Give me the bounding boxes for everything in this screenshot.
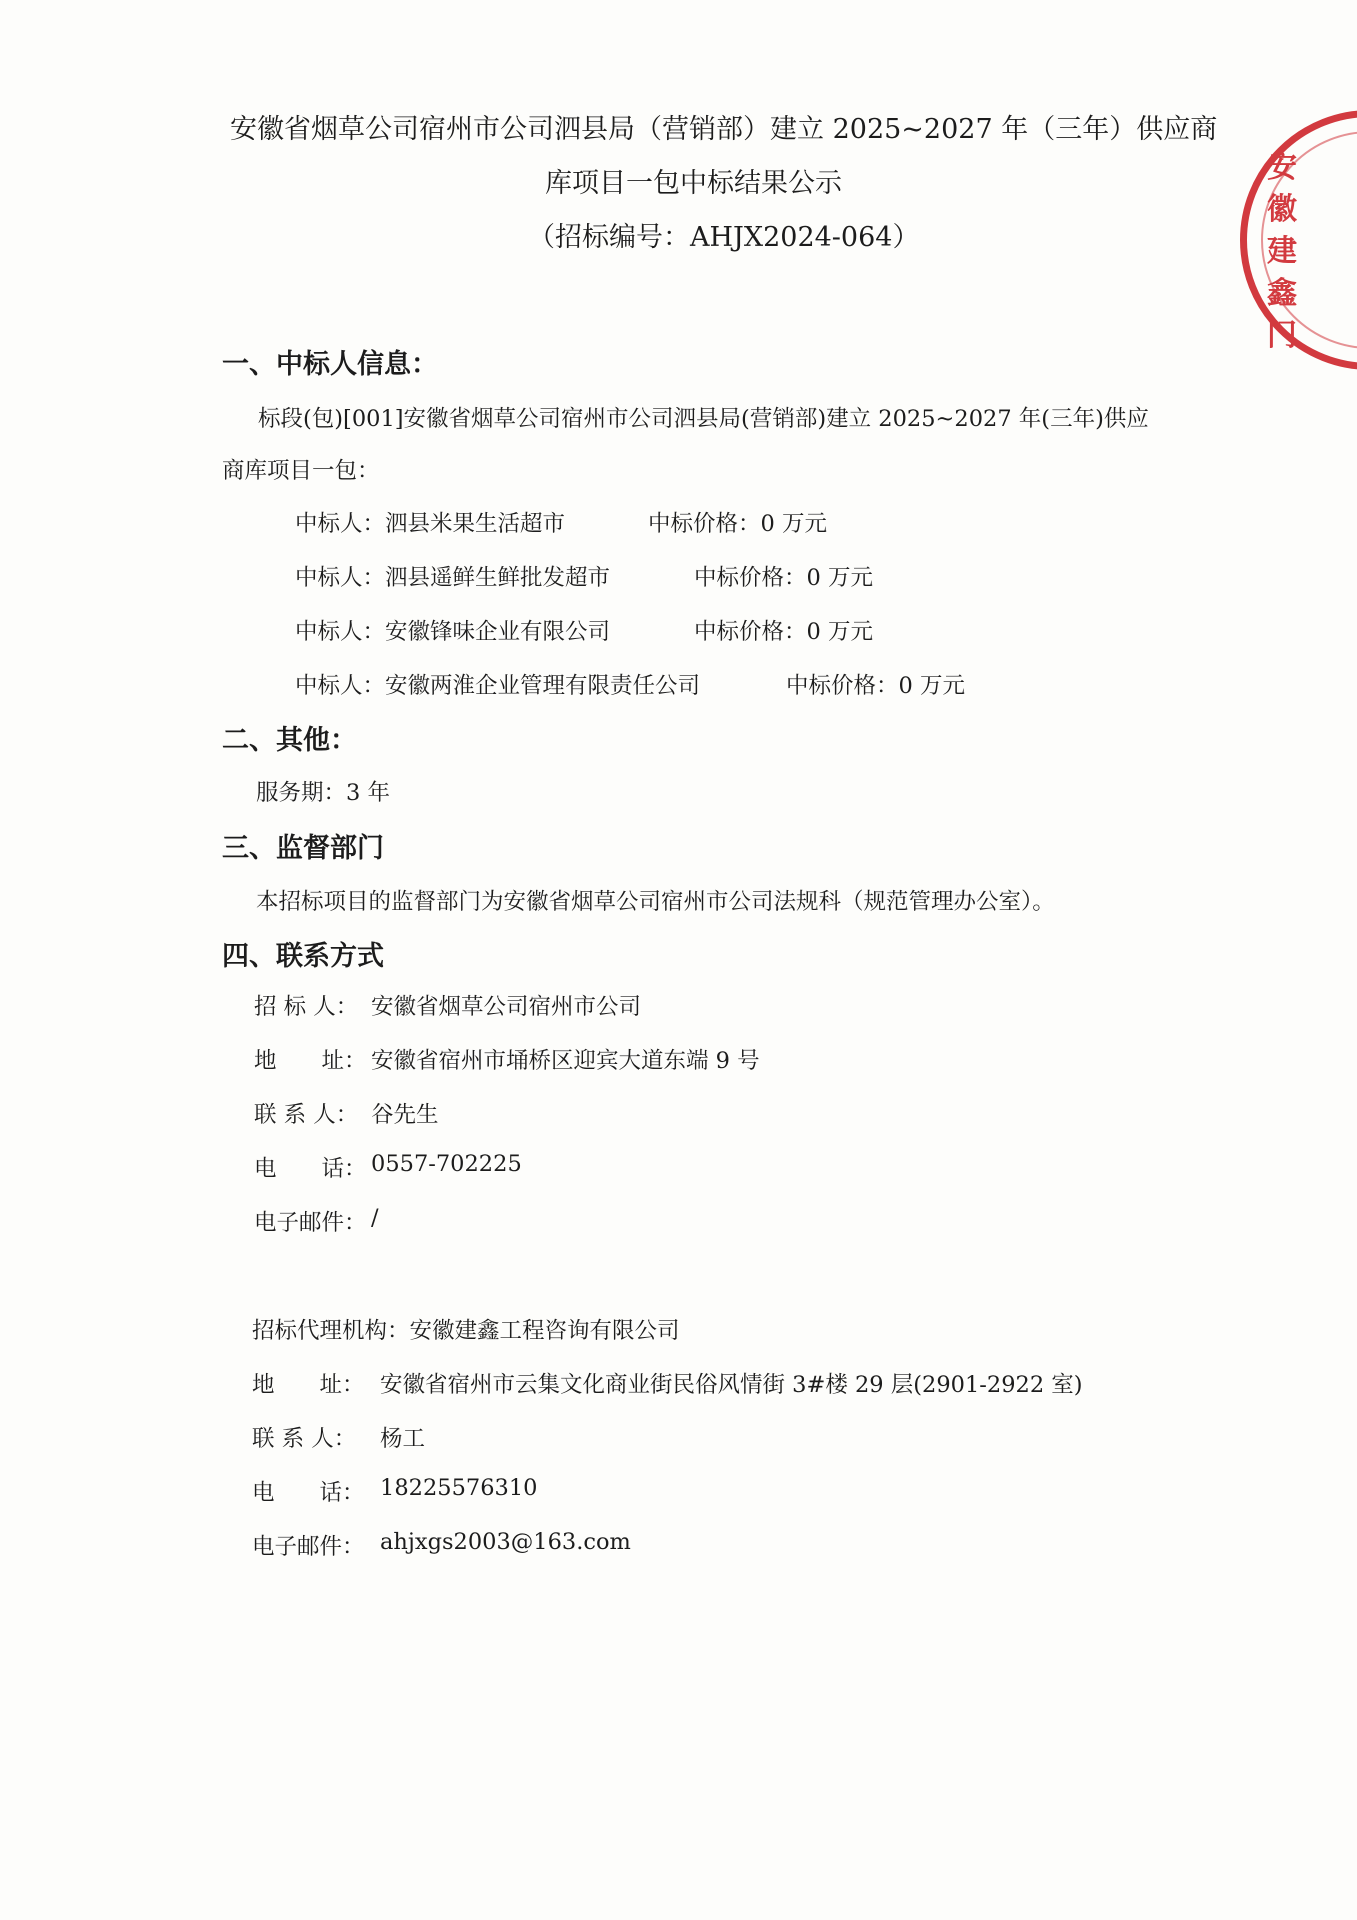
- seal-text: 安徽建鑫门: [1267, 150, 1297, 353]
- service-period: 服务期：3 年: [256, 780, 390, 806]
- contact-label: 地 址：: [254, 1048, 367, 1074]
- contact-label: 电子邮件：: [252, 1534, 365, 1560]
- tenderer-address: 安徽省宿州市埇桥区迎宾大道东端 9 号: [371, 1048, 760, 1074]
- tenderer-email: /: [371, 1205, 379, 1231]
- tenderer-contact-person: 谷先生: [371, 1102, 439, 1128]
- section-heading-contact: 四、联系方式: [222, 941, 384, 972]
- tenderer-phone: 0557-702225: [371, 1151, 522, 1177]
- document-title-line-1: 安徽省烟草公司宿州市公司泗县局（营销部）建立 2025~2027 年（三年）供应商: [230, 114, 1218, 145]
- agency-name: 招标代理机构：安徽建鑫工程咨询有限公司: [252, 1318, 680, 1344]
- agency-phone: 18225576310: [380, 1475, 538, 1501]
- agency-contact-person: 杨工: [380, 1426, 426, 1452]
- winner-price: 中标价格：0 万元: [648, 511, 827, 537]
- tenderer-name: 安徽省烟草公司宿州市公司: [371, 994, 642, 1020]
- lot-description-line-2: 商库项目一包：: [222, 458, 380, 484]
- winner-name: 中标人：泗县米果生活超市: [295, 511, 566, 537]
- contact-label: 地 址：: [252, 1372, 365, 1398]
- contact-label: 联 系 人：: [252, 1426, 357, 1452]
- winner-price: 中标价格：0 万元: [786, 673, 965, 699]
- contact-label: 电子邮件：: [254, 1210, 367, 1236]
- supervision-text: 本招标项目的监督部门为安徽省烟草公司宿州市公司法规科（规范管理办公室）。: [256, 889, 1055, 915]
- contact-label: 电 话：: [254, 1156, 367, 1182]
- section-heading-supervision: 三、监督部门: [222, 833, 384, 864]
- company-seal: [1240, 110, 1357, 370]
- section-heading-winner-info: 一、中标人信息：: [222, 349, 438, 380]
- document-title-line-2: 库项目一包中标结果公示: [545, 168, 842, 199]
- agency-email: ahjxgs2003@163.com: [380, 1529, 631, 1555]
- contact-label: 招 标 人：: [254, 994, 359, 1020]
- contact-label: 电 话：: [252, 1480, 365, 1506]
- lot-description-line-1: 标段(包)[001]安徽省烟草公司宿州市公司泗县局(营销部)建立 2025~2027 年(三年)供应: [258, 406, 1149, 432]
- agency-address: 安徽省宿州市云集文化商业街民俗风情街 3#楼 29 层(2901-2922 室): [380, 1372, 1083, 1398]
- section-heading-other: 二、其他：: [222, 725, 357, 756]
- contact-label: 联 系 人：: [254, 1102, 359, 1128]
- winner-name: 中标人：泗县遥鲜生鲜批发超市: [295, 565, 611, 591]
- winner-price: 中标价格：0 万元: [694, 565, 873, 591]
- winner-name: 中标人：安徽锋味企业有限公司: [295, 619, 611, 645]
- winner-name: 中标人：安徽两淮企业管理有限责任公司: [295, 673, 701, 699]
- tender-number: （招标编号：AHJX2024-064）: [528, 222, 920, 253]
- winner-price: 中标价格：0 万元: [694, 619, 873, 645]
